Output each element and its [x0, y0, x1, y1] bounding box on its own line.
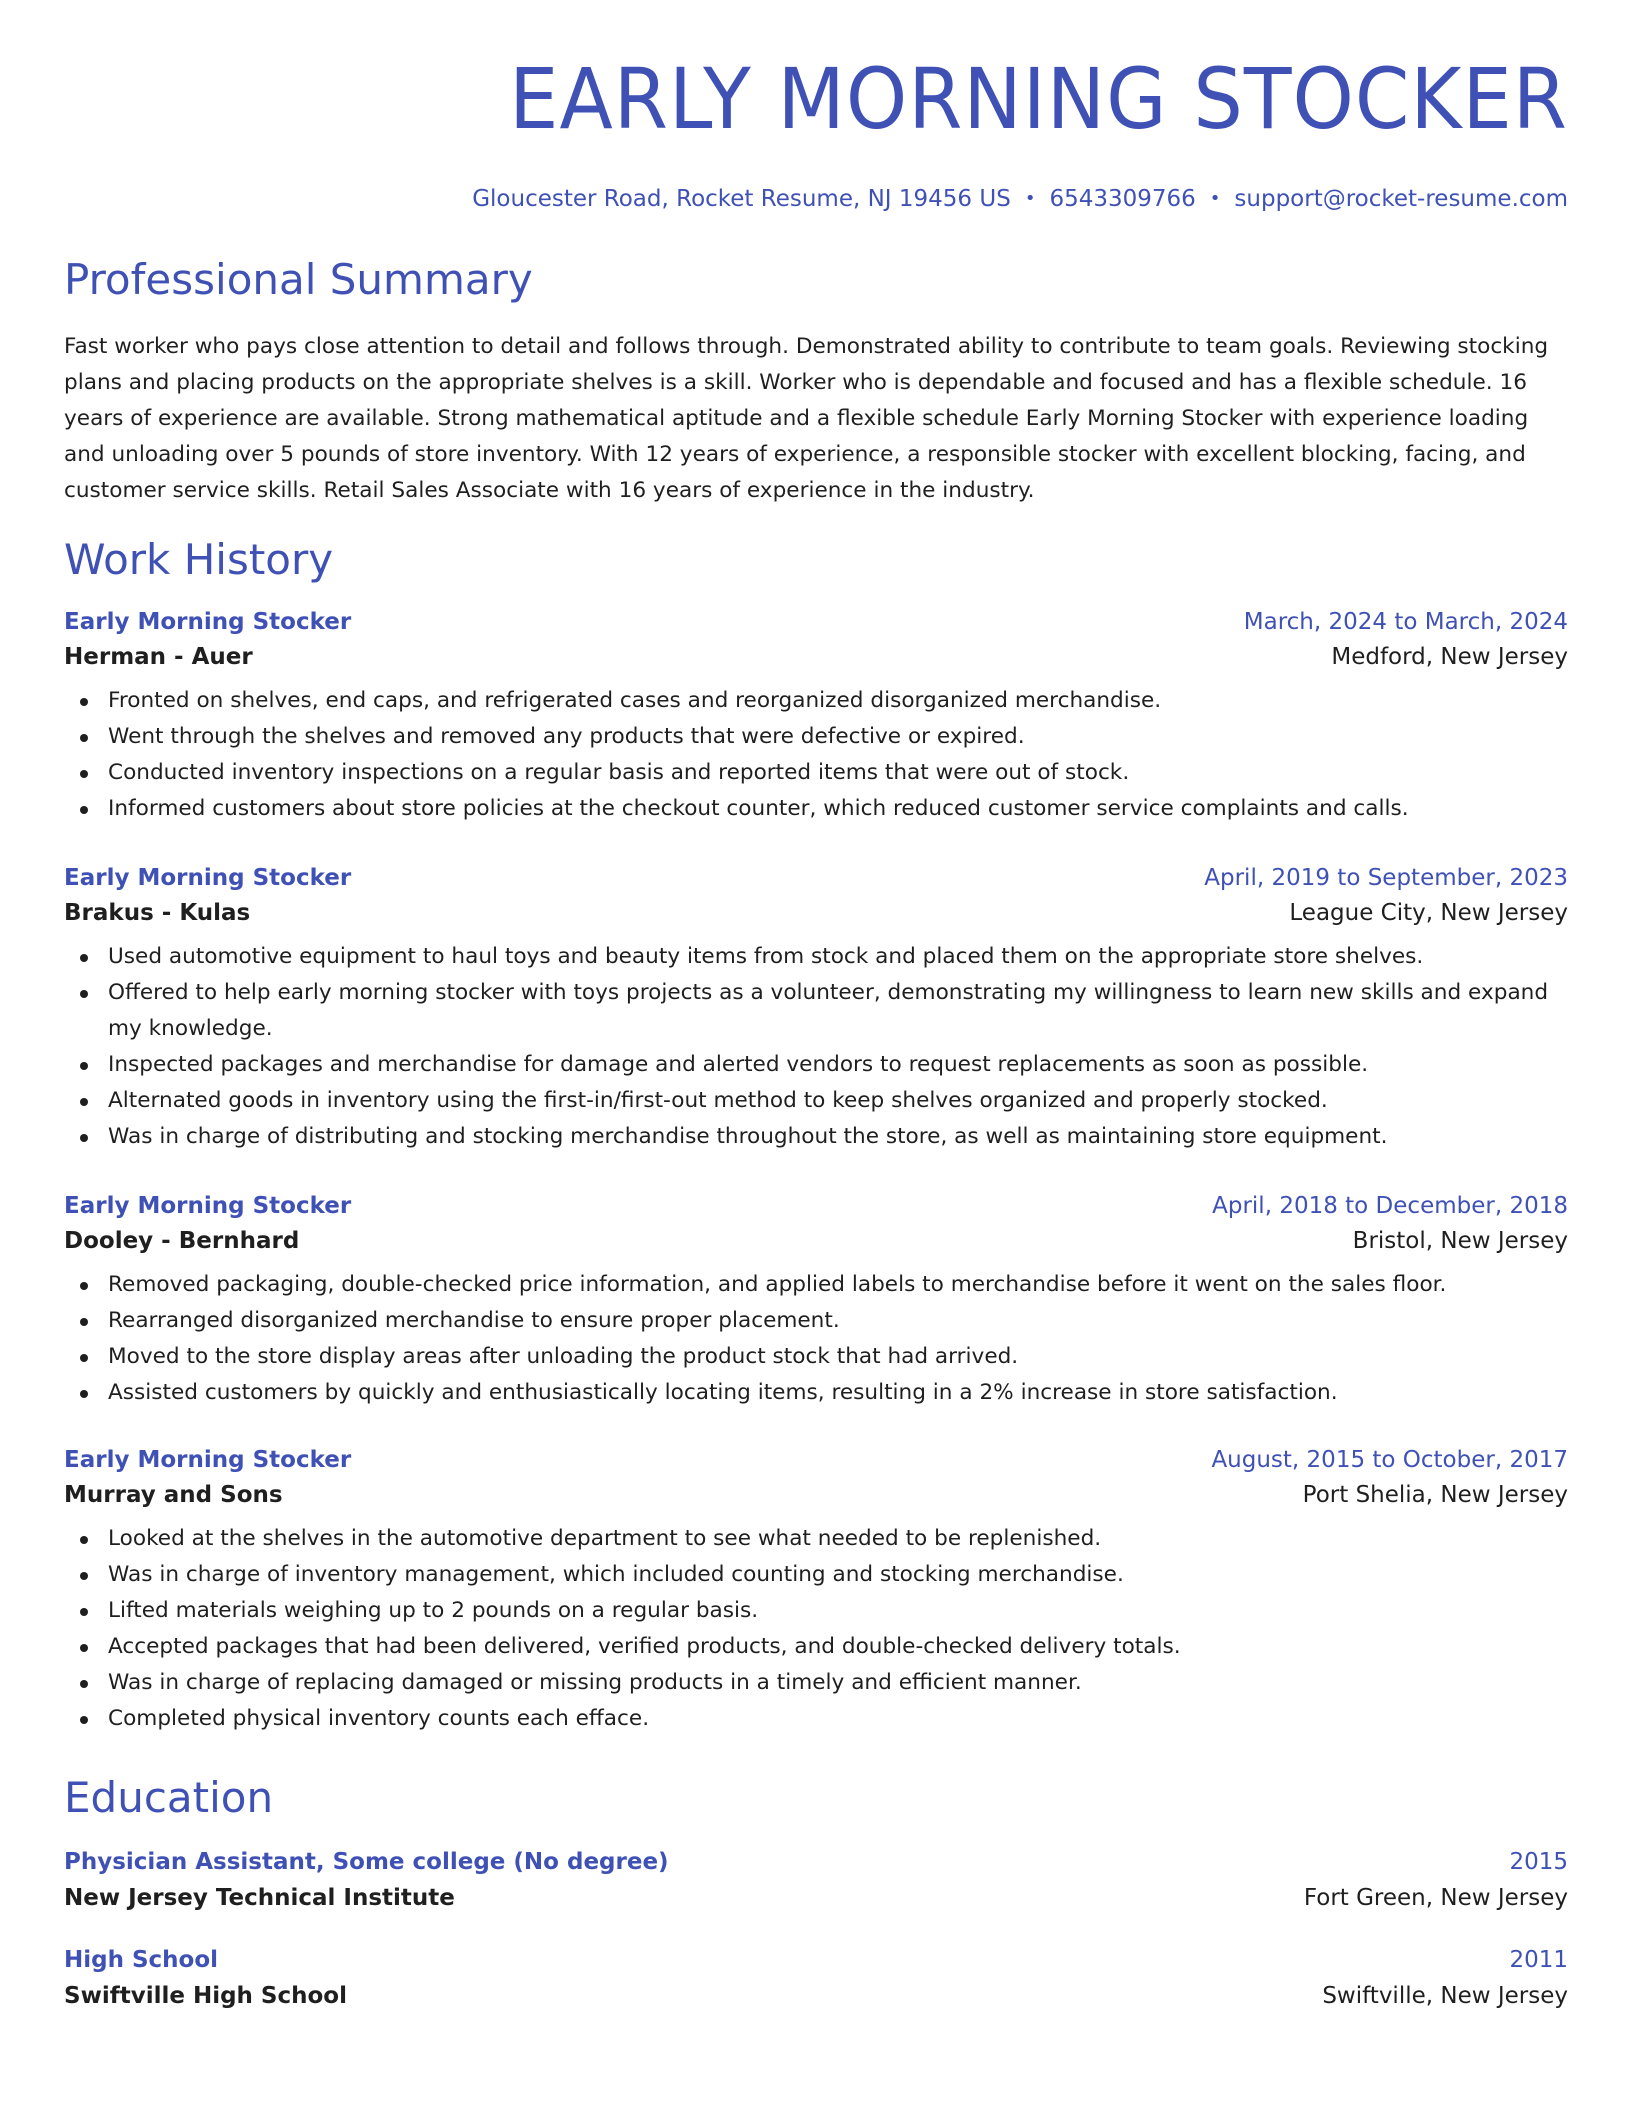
- job-bullets: [64, 1521, 1568, 1737]
- graduation-year: 2015: [1509, 1849, 1568, 1875]
- education-entry: [64, 1947, 1568, 2009]
- bullet-item: Was in charge of replacing damaged or missing products in a timely and efficient manner.: [64, 1665, 1568, 1701]
- education-degree-row: [64, 1849, 1568, 1875]
- bullet-item: Lifted materials weighing up to 2 pounds on a regular basis.: [64, 1593, 1568, 1629]
- section-title-summary: Professional Summary: [64, 255, 533, 304]
- job-title-row: [64, 609, 1568, 635]
- job-title: Early Morning Stocker: [64, 865, 352, 891]
- bullet-item: Informed customers about store policies at the checkout counter, which reduced customer service complaints and calls.: [64, 791, 1568, 827]
- job-location: Port Shelia, New Jersey: [1302, 1482, 1568, 1508]
- degree-name: Physician Assistant, Some college (No degree): [64, 1849, 669, 1875]
- job-title-row: [64, 865, 1568, 891]
- job-company-row: [64, 900, 1568, 926]
- company-name: Dooley - Bernhard: [64, 1228, 300, 1254]
- education-school-row: [64, 1885, 1568, 1911]
- summary-text: Fast worker who pays close attention to detail and follows through. Demonstrated ability to contribute to team goals. Reviewing stocking plans and placing products on the appropriate shelves is a skill. Worker who is dependable and focused and has a flexible schedule. 16 years of experience are available. Strong mathematical aptitude and a flexible schedule Early Morning Stocker with experience loading and unloading over 5 pounds of store inventory. With 12 years of experience, a responsible stocker with excellent blocking, facing, and customer service skills. Retail Sales Associate with 16 years of experience in the industry.: [64, 334, 1549, 503]
- bullet-item: Completed physical inventory counts each efface.: [64, 1701, 1568, 1737]
- company-name: Brakus - Kulas: [64, 900, 251, 926]
- bullet-item: Accepted packages that had been delivered, verified products, and double-checked delivery totals.: [64, 1629, 1568, 1665]
- work-history-list: [64, 609, 1568, 1737]
- candidate-name: EARLY MORNING STOCKER: [509, 51, 1568, 149]
- school-location: Fort Green, New Jersey: [1303, 1885, 1568, 1911]
- job-title: Early Morning Stocker: [64, 1193, 352, 1219]
- job-title-row: [64, 1193, 1568, 1219]
- education-degree-row: [64, 1947, 1568, 1973]
- job-entry: [64, 1447, 1568, 1737]
- school-location: Swiftville, New Jersey: [1322, 1983, 1568, 2009]
- bullet-item: Conducted inventory inspections on a regular basis and reported items that were out of stock.: [64, 755, 1568, 791]
- job-location: Medford, New Jersey: [1331, 644, 1568, 670]
- job-entry: [64, 609, 1568, 827]
- education-school-row: [64, 1983, 1568, 2009]
- education-entry: [64, 1849, 1568, 1911]
- job-title-row: [64, 1447, 1568, 1473]
- job-entry: [64, 865, 1568, 1155]
- job-company-row: [64, 1482, 1568, 1508]
- bullet-item: Was in charge of distributing and stocking merchandise throughout the store, as well as maintaining store equipment.: [64, 1119, 1568, 1155]
- bullet-item: Fronted on shelves, end caps, and refrigerated cases and reorganized disorganized merchandise.: [64, 683, 1568, 719]
- company-name: Murray and Sons: [64, 1482, 283, 1508]
- job-title: Early Morning Stocker: [64, 609, 352, 635]
- separator-dot: •: [1024, 188, 1036, 209]
- bullet-item: Removed packaging, double-checked price information, and applied labels to merchandise before it went on the sales floor.: [64, 1267, 1568, 1303]
- section-title-education: Education: [64, 1773, 274, 1822]
- bullet-item: Went through the shelves and removed any products that were defective or expired.: [64, 719, 1568, 755]
- section-title-work-history: Work History: [64, 535, 334, 584]
- job-bullets: [64, 1267, 1568, 1411]
- bullet-item: Inspected packages and merchandise for damage and alerted vendors to request replacements as soon as possible.: [64, 1047, 1568, 1083]
- company-name: Herman - Auer: [64, 644, 253, 670]
- school-name: Swiftville High School: [64, 1983, 347, 2009]
- bullet-item: Looked at the shelves in the automotive department to see what needed to be replenished.: [64, 1521, 1568, 1557]
- school-name: New Jersey Technical Institute: [64, 1885, 455, 1911]
- graduation-year: 2011: [1509, 1947, 1568, 1973]
- bullet-item: Offered to help early morning stocker with toys projects as a volunteer, demonstrating my willingness to learn new skills and expand my knowledge.: [64, 975, 1568, 1047]
- job-dates: March, 2024 to March, 2024: [1243, 609, 1568, 635]
- job-location: League City, New Jersey: [1289, 900, 1568, 926]
- phone-text: 6543309766: [1049, 186, 1196, 212]
- email-link[interactable]: support@rocket-resume.com: [1234, 186, 1568, 212]
- bullet-item: Moved to the store display areas after unloading the product stock that had arrived.: [64, 1339, 1568, 1375]
- address-text: Gloucester Road, Rocket Resume, NJ 19456 US: [472, 186, 1011, 212]
- bullet-item: Rearranged disorganized merchandise to ensure proper placement.: [64, 1303, 1568, 1339]
- separator-dot: •: [1209, 188, 1221, 209]
- job-dates: April, 2018 to December, 2018: [1212, 1193, 1568, 1219]
- job-dates: April, 2019 to September, 2023: [1204, 865, 1568, 891]
- job-company-row: [64, 644, 1568, 670]
- bullet-item: Assisted customers by quickly and enthusiastically locating items, resulting in a 2% increase in store satisfaction.: [64, 1375, 1568, 1411]
- job-location: Bristol, New Jersey: [1352, 1228, 1568, 1254]
- contact-line: [64, 188, 1568, 211]
- job-company-row: [64, 1228, 1568, 1254]
- job-bullets: [64, 683, 1568, 827]
- job-bullets: [64, 939, 1568, 1155]
- degree-name: High School: [64, 1947, 219, 1973]
- education-list: [64, 1849, 1568, 2009]
- bullet-item: Used automotive equipment to haul toys and beauty items from stock and placed them on the appropriate store shelves.: [64, 939, 1568, 975]
- bullet-item: Was in charge of inventory management, which included counting and stocking merchandise.: [64, 1557, 1568, 1593]
- job-dates: August, 2015 to October, 2017: [1211, 1447, 1568, 1473]
- job-entry: [64, 1193, 1568, 1411]
- bullet-item: Alternated goods in inventory using the first-in/first-out method to keep shelves organized and properly stocked.: [64, 1083, 1568, 1119]
- job-title: Early Morning Stocker: [64, 1447, 352, 1473]
